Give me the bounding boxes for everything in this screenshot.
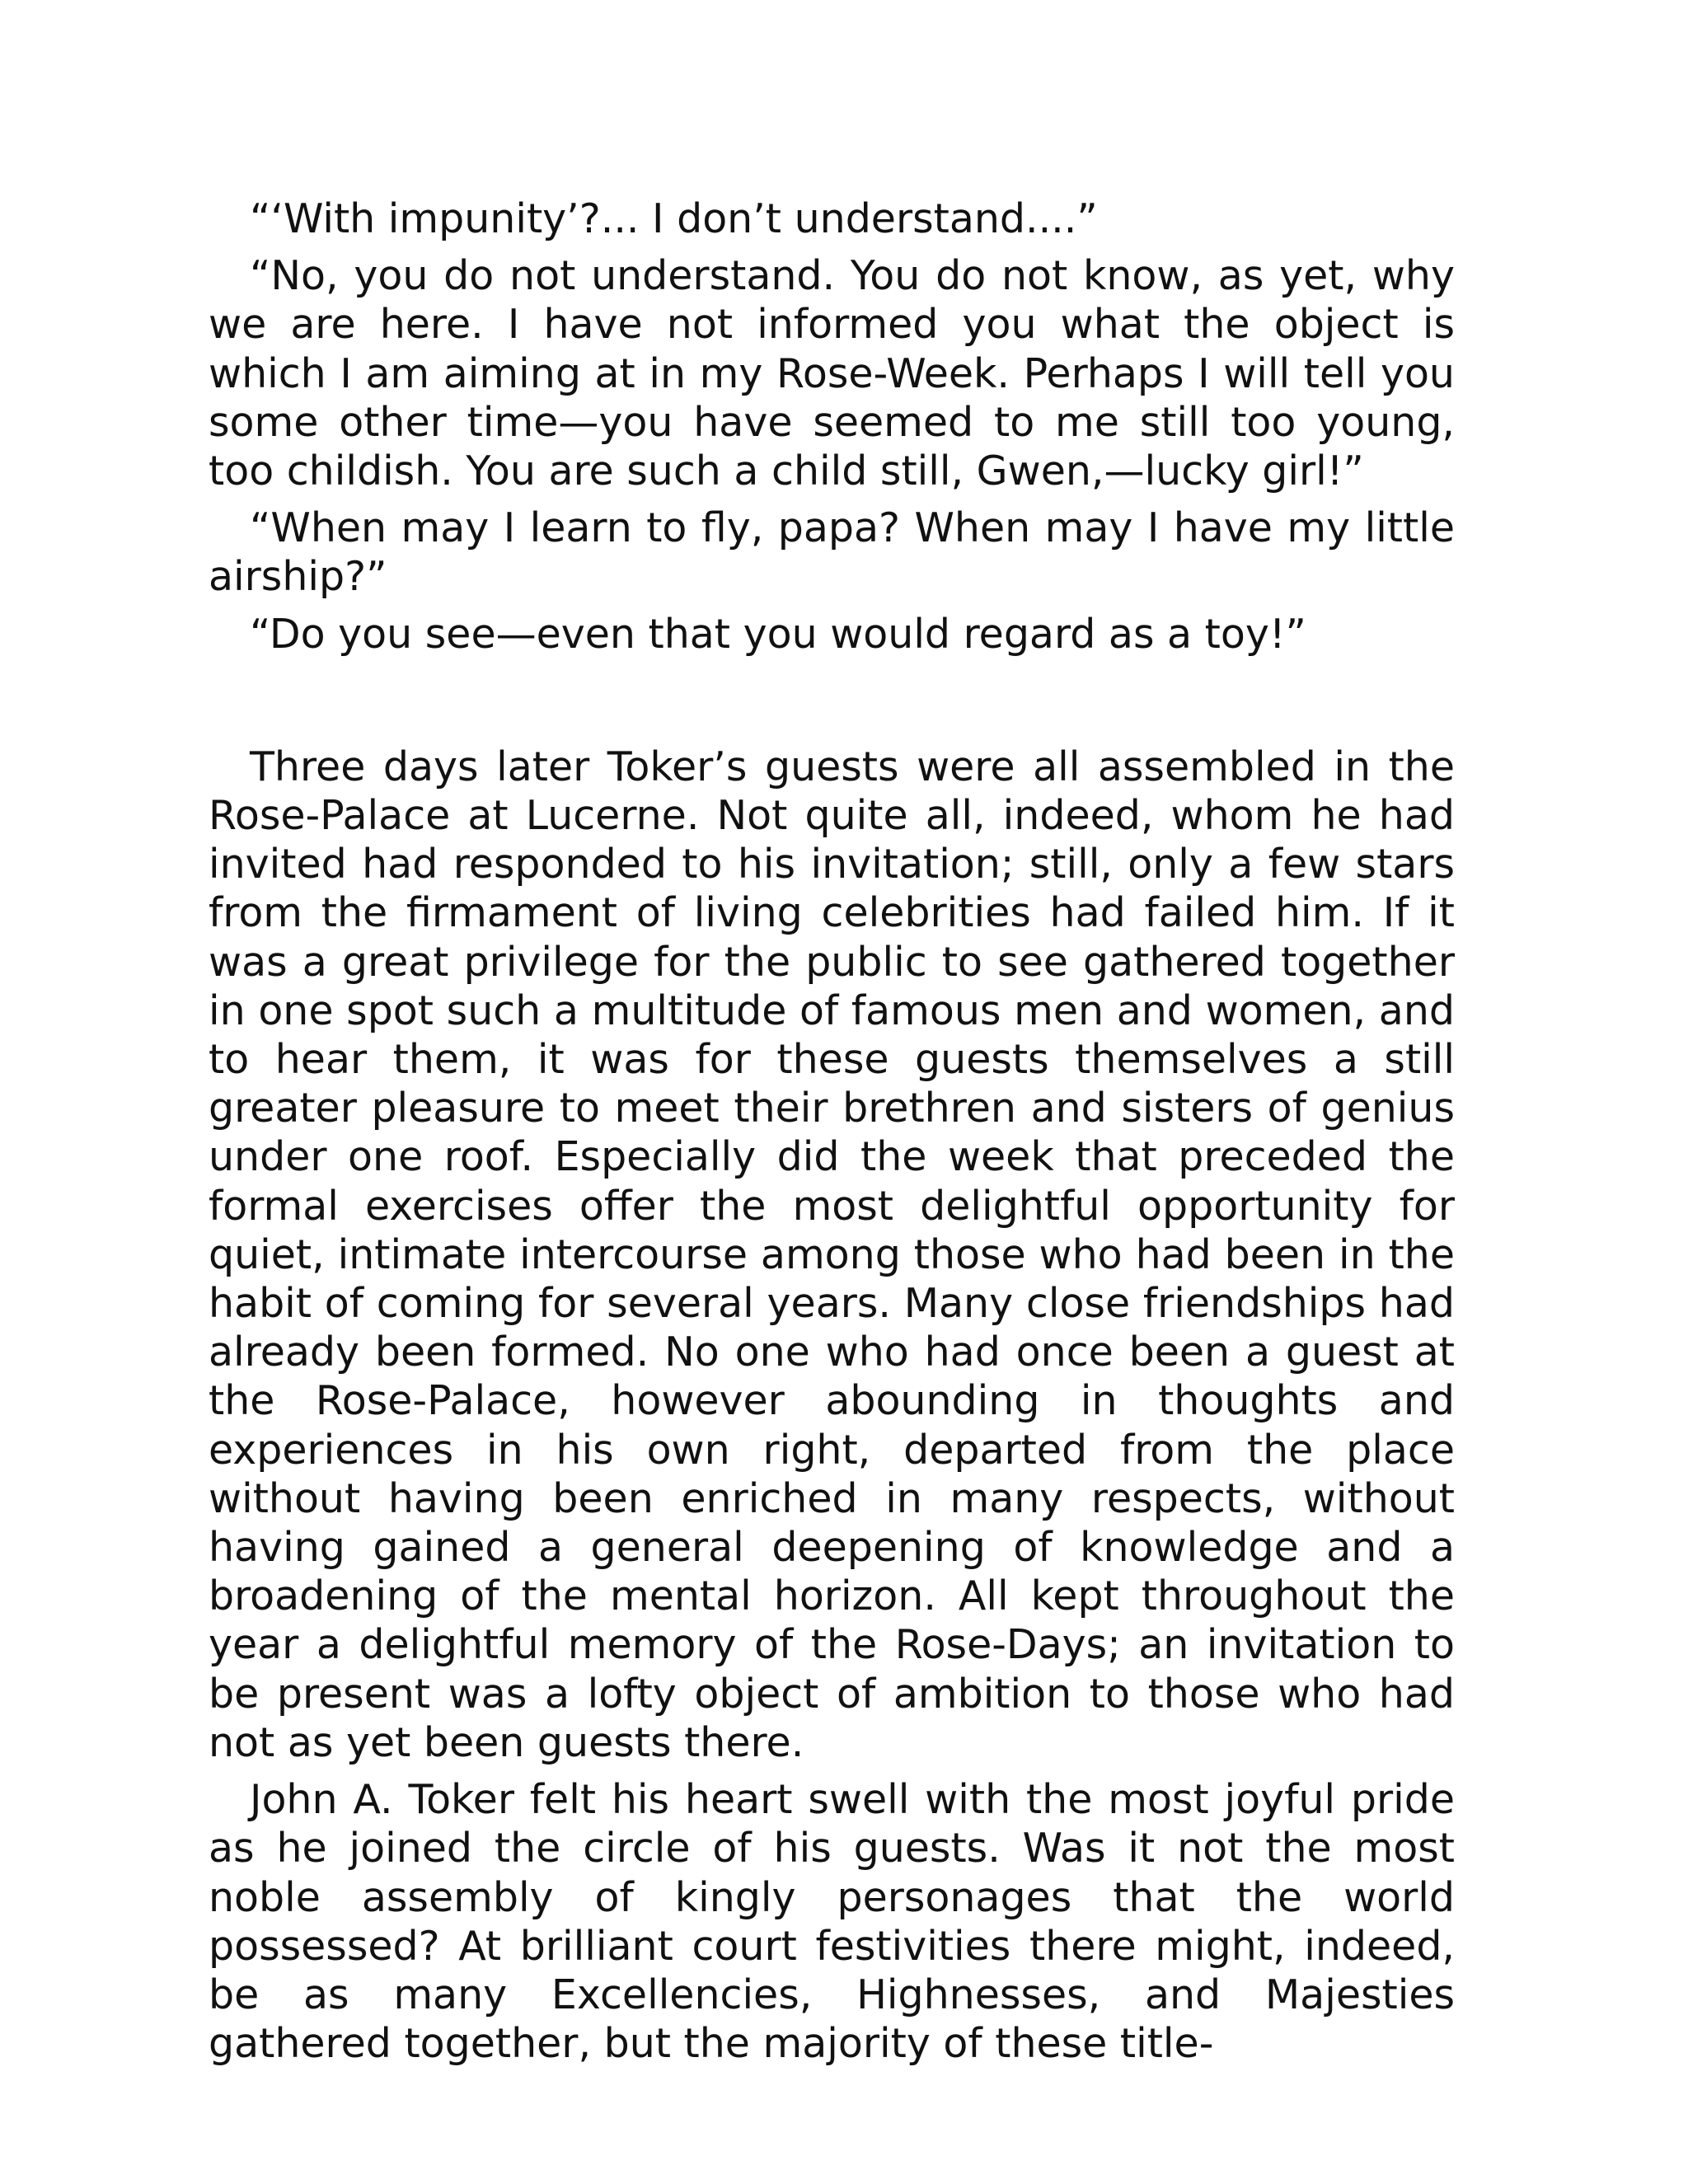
narrative-paragraph-2: John A. Toker felt his heart swell with the most joyful pride as he joined the circle of his guests. Was it not the most noble assembly of kingly personages that the world possessed? At brilliant court festivities there might, indeed, be as many Excellencies, Highnesses, and Majesties gathered together, but the majority of these title- [209,1776,1455,2068]
book-page [209,194,1455,2076]
dialogue-paragraph-3: “When may I learn to fly, papa? When may I have my little airship?” [209,504,1455,601]
dialogue-paragraph-2: “No, you do not understand. You do not know, as yet, why we are here. I have not informed you what the object is which I am aiming at in my Rose-Week. Perhaps I will tell you some other time—you have seemed to me still too young, too childish. You are such a child still, Gwen,—lucky girl!” [209,252,1455,495]
narrative-paragraph-1: Three days later Toker’s guests were all assembled in the Rose-Palace at Lucerne. Not quite all, indeed, whom he had invited had responded to his invitation; still, only a few stars from the firmament of living celebrities had failed him. If it was a great privilege for the public to see gathered together in one spot such a multitude of famous men and women, and to hear them, it was for these guests themselves a still greater pleasure to meet their brethren and sisters of genius under one roof. Especially did the week that preceded the formal exercises offer the most delightful opportunity for quiet, intimate intercourse among those who had been in the habit of coming for several years. Many close friendships had already been formed. No one who had once been a guest at the Rose-Palace, however abounding in thoughts and experiences in his own right, departed from the place without having been enriched in many respects, without having gained a general deepening of knowledge and a broadening of the mental horizon. All kept throughout the year a delightful memory of the Rose-Days; an invitation to be present was a lofty object of ambition to those who had not as yet been guests there. [209,743,1455,1766]
section-break [209,667,1455,743]
dialogue-paragraph-1: “‘With impunity’?... I don’t understand....” [250,195,1098,242]
dialogue-paragraph-4: “Do you see—even that you would regard as a toy!” [250,610,1306,658]
